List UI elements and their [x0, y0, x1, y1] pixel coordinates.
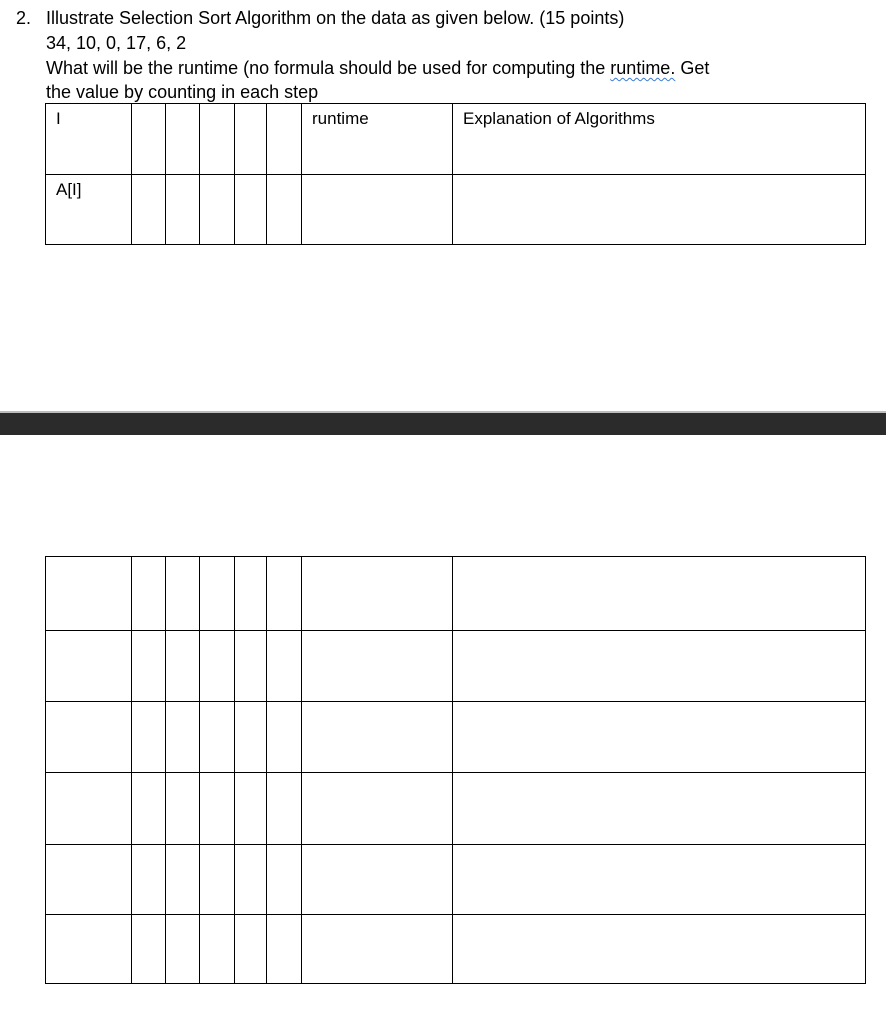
table-row: [46, 773, 866, 845]
table-cell[interactable]: [267, 557, 302, 631]
table-cell[interactable]: [166, 773, 200, 845]
table-cell[interactable]: [235, 104, 267, 175]
table-cell[interactable]: [267, 631, 302, 702]
explanation-cell[interactable]: [453, 845, 866, 915]
table-cell[interactable]: [200, 557, 235, 631]
table-row: [46, 915, 866, 984]
table-cell[interactable]: [166, 104, 200, 175]
explanation-cell[interactable]: [453, 915, 866, 984]
label-cell[interactable]: [46, 702, 132, 773]
question-runtime-prompt: [46, 57, 709, 79]
runtime-header-cell[interactable]: [302, 104, 453, 175]
table-cell[interactable]: [132, 557, 166, 631]
table-cell[interactable]: [235, 702, 267, 773]
question-number: 2.: [16, 8, 32, 28]
array-row: [46, 175, 866, 245]
explanation-cell[interactable]: [453, 702, 866, 773]
table-cell[interactable]: [132, 104, 166, 175]
table-cell[interactable]: [200, 915, 235, 984]
index-label-cell[interactable]: [46, 104, 132, 175]
table-cell[interactable]: [267, 845, 302, 915]
table-cell[interactable]: [235, 773, 267, 845]
question-instruction: the value by counting in each step: [46, 82, 319, 102]
table-row: [46, 845, 866, 915]
table-cell[interactable]: [200, 175, 235, 245]
table-cell[interactable]: [166, 631, 200, 702]
runtime-cell[interactable]: [302, 702, 453, 773]
label-cell[interactable]: [46, 631, 132, 702]
table-cell[interactable]: [235, 631, 267, 702]
page-divider: [0, 411, 886, 435]
table-cell[interactable]: [200, 104, 235, 175]
table-cell[interactable]: [132, 773, 166, 845]
table-cell[interactable]: [235, 915, 267, 984]
table-row: [46, 631, 866, 702]
header-table: [45, 103, 866, 245]
table-cell[interactable]: [235, 845, 267, 915]
explanation-header: Explanation of Algorithms: [463, 109, 655, 128]
index-row: [46, 104, 866, 175]
table-cell[interactable]: [132, 175, 166, 245]
explanation-cell[interactable]: [453, 631, 866, 702]
prompt-text-end: Get: [675, 58, 710, 78]
table-cell[interactable]: [132, 702, 166, 773]
table-cell[interactable]: [166, 557, 200, 631]
table-cell[interactable]: [267, 104, 302, 175]
table-cell[interactable]: [132, 845, 166, 915]
spellcheck-flagged-word[interactable]: runtime.: [610, 58, 676, 78]
explanation-cell[interactable]: [453, 557, 866, 631]
runtime-cell[interactable]: [302, 557, 453, 631]
table-cell[interactable]: [166, 845, 200, 915]
table-cell[interactable]: [132, 915, 166, 984]
runtime-header: runtime: [312, 109, 369, 128]
table-cell[interactable]: [166, 175, 200, 245]
array-label-cell[interactable]: [46, 175, 132, 245]
table-cell[interactable]: [267, 773, 302, 845]
table-cell[interactable]: [200, 631, 235, 702]
label-cell[interactable]: [46, 773, 132, 845]
table-cell[interactable]: [200, 773, 235, 845]
prompt-text-start: What will be the runtime (no formula should be used for computing the: [46, 58, 611, 78]
explanation-cell[interactable]: [453, 773, 866, 845]
table-cell[interactable]: [267, 175, 302, 245]
array-label: A[I]: [56, 180, 82, 199]
table-cell[interactable]: [166, 702, 200, 773]
runtime-cell[interactable]: [302, 175, 453, 245]
bottom-table: [45, 556, 866, 984]
data-values: 34, 10, 0, 17, 6, 2: [46, 33, 187, 53]
index-label: I: [56, 109, 61, 128]
label-cell[interactable]: [46, 557, 132, 631]
label-cell[interactable]: [46, 915, 132, 984]
label-cell[interactable]: [46, 845, 132, 915]
bottom-table-body: [46, 557, 866, 984]
explanation-header-cell[interactable]: [453, 104, 866, 175]
table-cell[interactable]: [132, 631, 166, 702]
explanation-cell[interactable]: [453, 175, 866, 245]
table-cell[interactable]: [267, 702, 302, 773]
runtime-cell[interactable]: [302, 915, 453, 984]
question-title: Illustrate Selection Sort Algorithm on the data as given below. (15 points): [46, 8, 625, 28]
table-cell[interactable]: [267, 915, 302, 984]
table-row: [46, 557, 866, 631]
runtime-cell[interactable]: [302, 631, 453, 702]
table-cell[interactable]: [200, 845, 235, 915]
table-cell[interactable]: [235, 175, 267, 245]
runtime-cell[interactable]: [302, 845, 453, 915]
table-cell[interactable]: [200, 702, 235, 773]
table-cell[interactable]: [166, 915, 200, 984]
table-cell[interactable]: [235, 557, 267, 631]
table-row: [46, 702, 866, 773]
runtime-cell[interactable]: [302, 773, 453, 845]
